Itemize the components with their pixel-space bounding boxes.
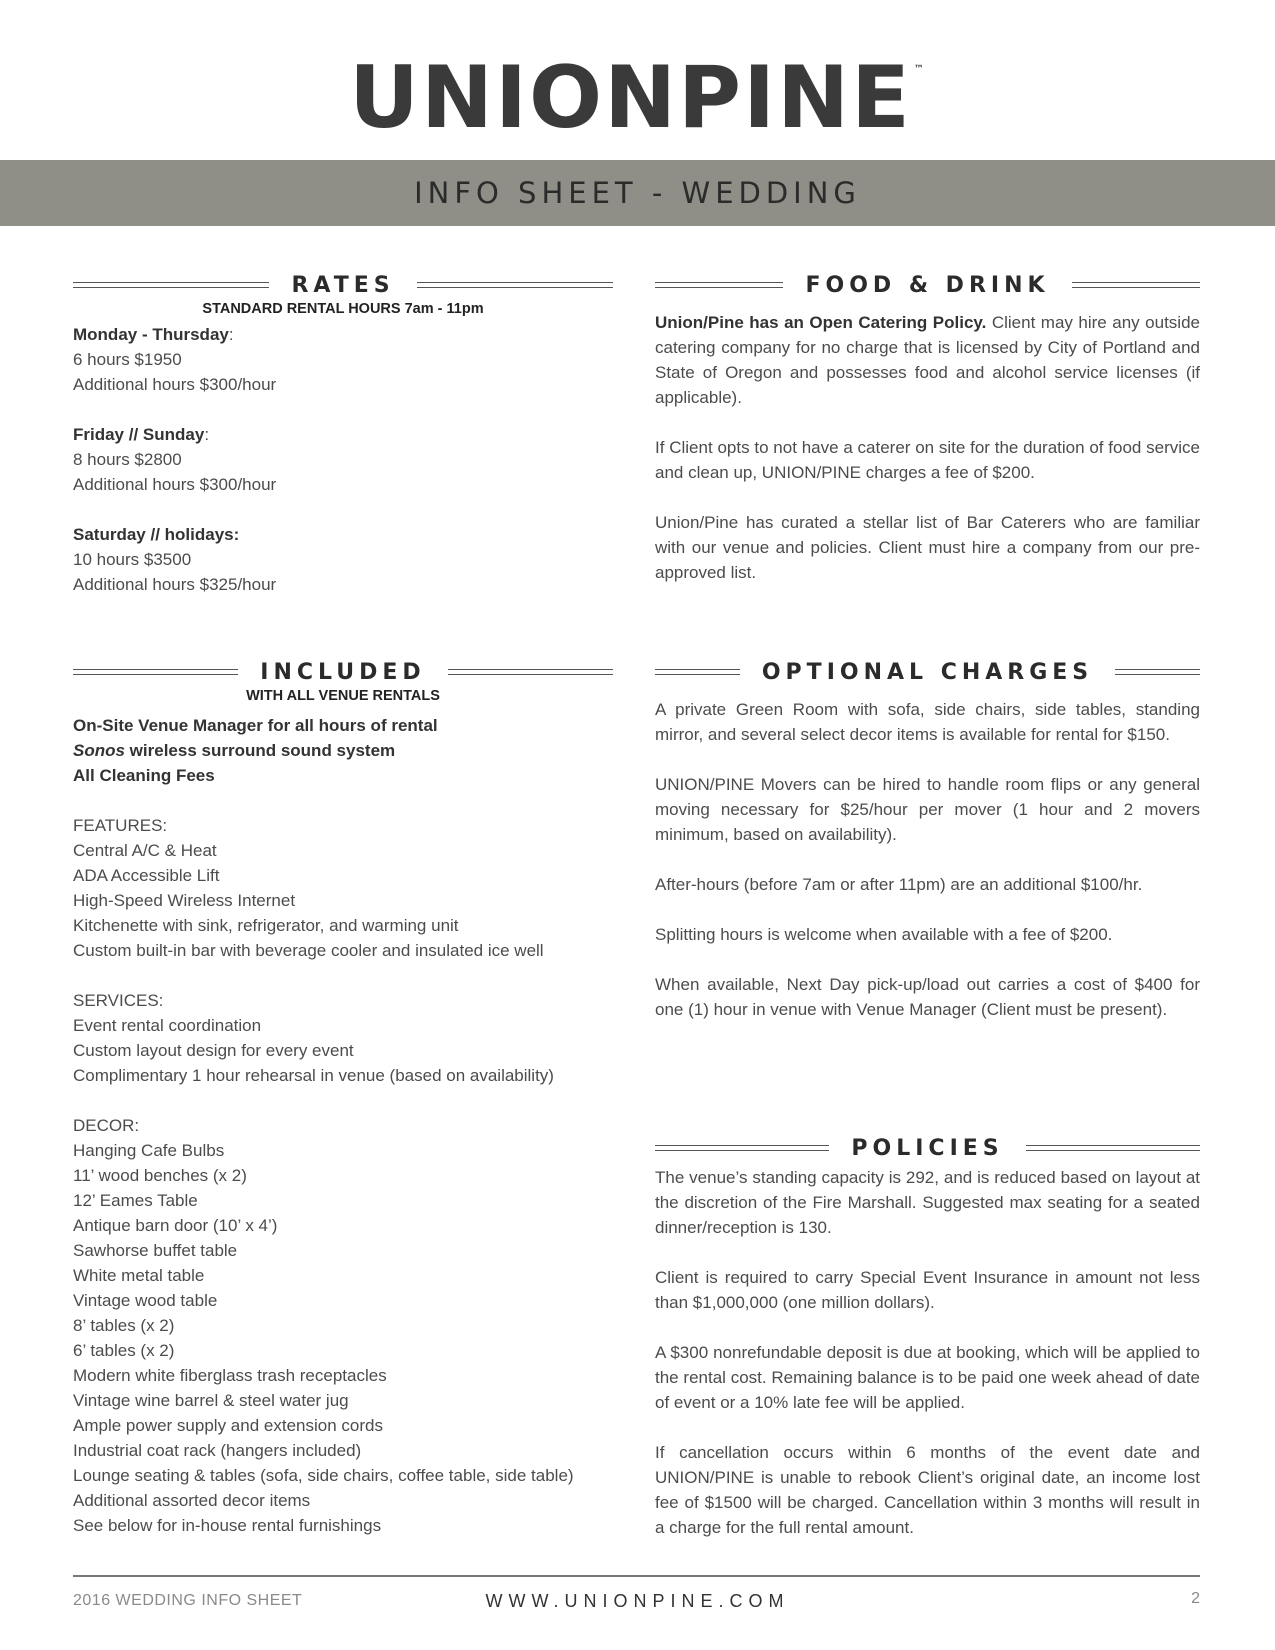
policy-paragraph: Client is required to carry Special Event Insurance in amount not less than $1,000,000 (one million dollars). (655, 1268, 1200, 1312)
unionpine-logo (0, 48, 1275, 148)
rates-title: RATES (291, 272, 395, 298)
rates-body (73, 322, 613, 597)
decor-item: Hanging Cafe Bulbs (73, 1141, 225, 1160)
decor-item: Sawhorse buffet table (73, 1241, 238, 1260)
feature-item: Central A/C & Heat (73, 841, 217, 860)
decor-item: 8’ tables (x 2) (73, 1316, 175, 1335)
rates-heading (73, 270, 613, 300)
heading-rule-right (1115, 669, 1200, 675)
rate-line: Additional hours $300/hour (73, 375, 277, 394)
decor-item: Industrial coat rack (hangers included) (73, 1441, 362, 1460)
rate-line: Additional hours $300/hour (73, 475, 277, 494)
food-paragraph: Union/Pine has curated a stellar list of Bar Caterers who are familiar with our venue and policies. Client must hire a company from our pre-approved list. (655, 513, 1200, 582)
included-title: INCLUDED (260, 659, 426, 685)
feature-item: High-Speed Wireless Internet (73, 891, 296, 910)
optional-paragraph: When available, Next Day pick-up/load out carries a cost of $400 for one (1) hour in venue with Venue Manager (Client must be present). (655, 975, 1200, 1019)
rate-line: 10 hours $3500 (73, 550, 192, 569)
policies-heading (655, 1133, 1200, 1163)
decor-item: Additional assorted decor items (73, 1491, 311, 1510)
optional-charges-section (655, 657, 1200, 1022)
decor-item: 11’ wood benches (x 2) (73, 1166, 247, 1185)
optional-charges-body (655, 697, 1200, 1022)
decor-item: Vintage wine barrel & steel water jug (73, 1391, 349, 1410)
footer-website-link[interactable]: WWW.UNIONPINE.COM (485, 1591, 790, 1611)
food-paragraph: If Client opts to not have a caterer on site for the duration of food service and clean up, UNION/PINE charges a fee of $200. (655, 438, 1200, 482)
service-item: Custom layout design for every event (73, 1041, 354, 1060)
feature-item: Kitchenette with sink, refrigerator, and warming unit (73, 916, 459, 935)
services-label: SERVICES: (73, 991, 164, 1010)
decor-item: Lounge seating & tables (sofa, side chairs, coffee table, side table) (73, 1466, 574, 1485)
logo-text: UNIONPINE (349, 48, 912, 148)
heading-rule-left (73, 669, 238, 675)
policy-paragraph: A $300 nonrefundable deposit is due at booking, which will be applied to the rental cost. Remaining balance is to be paid one week ahead of date of event or a 10% late fee will be applied. (655, 1343, 1200, 1412)
decor-item: Modern white fiberglass trash receptacles (73, 1366, 387, 1385)
included-heading (73, 657, 613, 687)
policies-body (655, 1165, 1200, 1540)
policies-section (655, 1133, 1200, 1540)
decor-item: See below for in-house rental furnishings (73, 1516, 382, 1535)
decor-item: 6’ tables (x 2) (73, 1341, 175, 1360)
service-item: Event rental coordination (73, 1016, 262, 1035)
decor-item: White metal table (73, 1266, 205, 1285)
food-drink-body (655, 310, 1200, 585)
optional-paragraph: After-hours (before 7am or after 11pm) are an additional $100/hr. (655, 875, 1143, 894)
rate-line: Additional hours $325/hour (73, 575, 277, 594)
heading-rule-left (655, 282, 783, 288)
rates-section (73, 270, 613, 597)
heading-rule-right (417, 282, 613, 288)
decor-item: Ample power supply and extension cords (73, 1416, 383, 1435)
heading-rule-left (655, 1145, 829, 1151)
optional-paragraph: A private Green Room with sofa, side chairs, side tables, standing mirror, and several select decor items is available for rental for $150. (655, 700, 1200, 744)
optional-charges-heading (655, 657, 1200, 687)
features-label: FEATURES: (73, 816, 168, 835)
food-paragraph: Union/Pine has an Open Catering Policy. Client may hire any outside catering company for no charge that is licensed by City of Portland and State of Oregon and possesses food and alcohol service licenses (if applicable). (655, 313, 1200, 407)
decor-item: Antique barn door (10’ x 4’) (73, 1216, 278, 1235)
heading-rule-left (73, 282, 269, 288)
included-item: Sonos wireless surround sound system (73, 741, 396, 760)
policies-title: POLICIES (851, 1135, 1004, 1161)
footer-doc-title: 2016 WEDDING INFO SHEET (73, 1592, 303, 1609)
heading-rule-right (1072, 282, 1200, 288)
rate-group-label: Friday // Sunday: (73, 425, 210, 444)
optional-paragraph: Splitting hours is welcome when available with a fee of $200. (655, 925, 1113, 944)
rate-group-label: Monday - Thursday: (73, 325, 234, 344)
rates-subtitle: STANDARD RENTAL HOURS 7am - 11pm (202, 301, 484, 317)
optional-charges-title: OPTIONAL CHARGES (761, 659, 1094, 685)
optional-paragraph: UNION/PINE Movers can be hired to handle room flips or any general moving necessary for $25/hour per mover (1 hour and 2 movers minimum, based on availability). (655, 775, 1200, 844)
included-section (73, 657, 613, 1538)
heading-rule-right (448, 669, 613, 675)
page-number: 2 (1191, 1590, 1200, 1607)
decor-label: DECOR: (73, 1116, 140, 1135)
included-item: On-Site Venue Manager for all hours of rental (73, 716, 438, 735)
heading-rule-left (655, 669, 740, 675)
policy-paragraph: If cancellation occurs within 6 months of the event date and UNION/PINE is unable to rebook Client’s original date, an income lost fee of $1500 will be charged. Cancellation within 3 months will result in a charge for the full rental amount. (655, 1443, 1200, 1537)
decor-item: Vintage wood table (73, 1291, 218, 1310)
feature-item: ADA Accessible Lift (73, 866, 220, 885)
decor-item: 12’ Eames Table (73, 1191, 198, 1210)
trademark-mark: ™ (913, 64, 926, 75)
policy-paragraph: The venue’s standing capacity is 292, and is reduced based on layout at the discretion of the Fire Marshall. Suggested max seating for a seated dinner/reception is 130. (655, 1168, 1200, 1237)
food-drink-heading (655, 270, 1200, 300)
page-title: INFO SHEET - WEDDING (414, 176, 861, 210)
rate-line: 6 hours $1950 (73, 350, 182, 369)
rate-line: 8 hours $2800 (73, 450, 182, 469)
footer-divider (73, 1575, 1200, 1577)
food-drink-section (655, 270, 1200, 585)
heading-rule-right (1026, 1145, 1200, 1151)
service-item: Complimentary 1 hour rehearsal in venue (based on availability) (73, 1066, 554, 1085)
title-banner (0, 160, 1275, 226)
included-body (73, 713, 613, 1538)
included-item: All Cleaning Fees (73, 766, 215, 785)
rate-group-label: Saturday // holidays: (73, 525, 240, 544)
feature-item: Custom built-in bar with beverage cooler and insulated ice well (73, 941, 544, 960)
food-drink-title: FOOD & DRINK (805, 272, 1050, 298)
included-subtitle: WITH ALL VENUE RENTALS (246, 688, 440, 704)
